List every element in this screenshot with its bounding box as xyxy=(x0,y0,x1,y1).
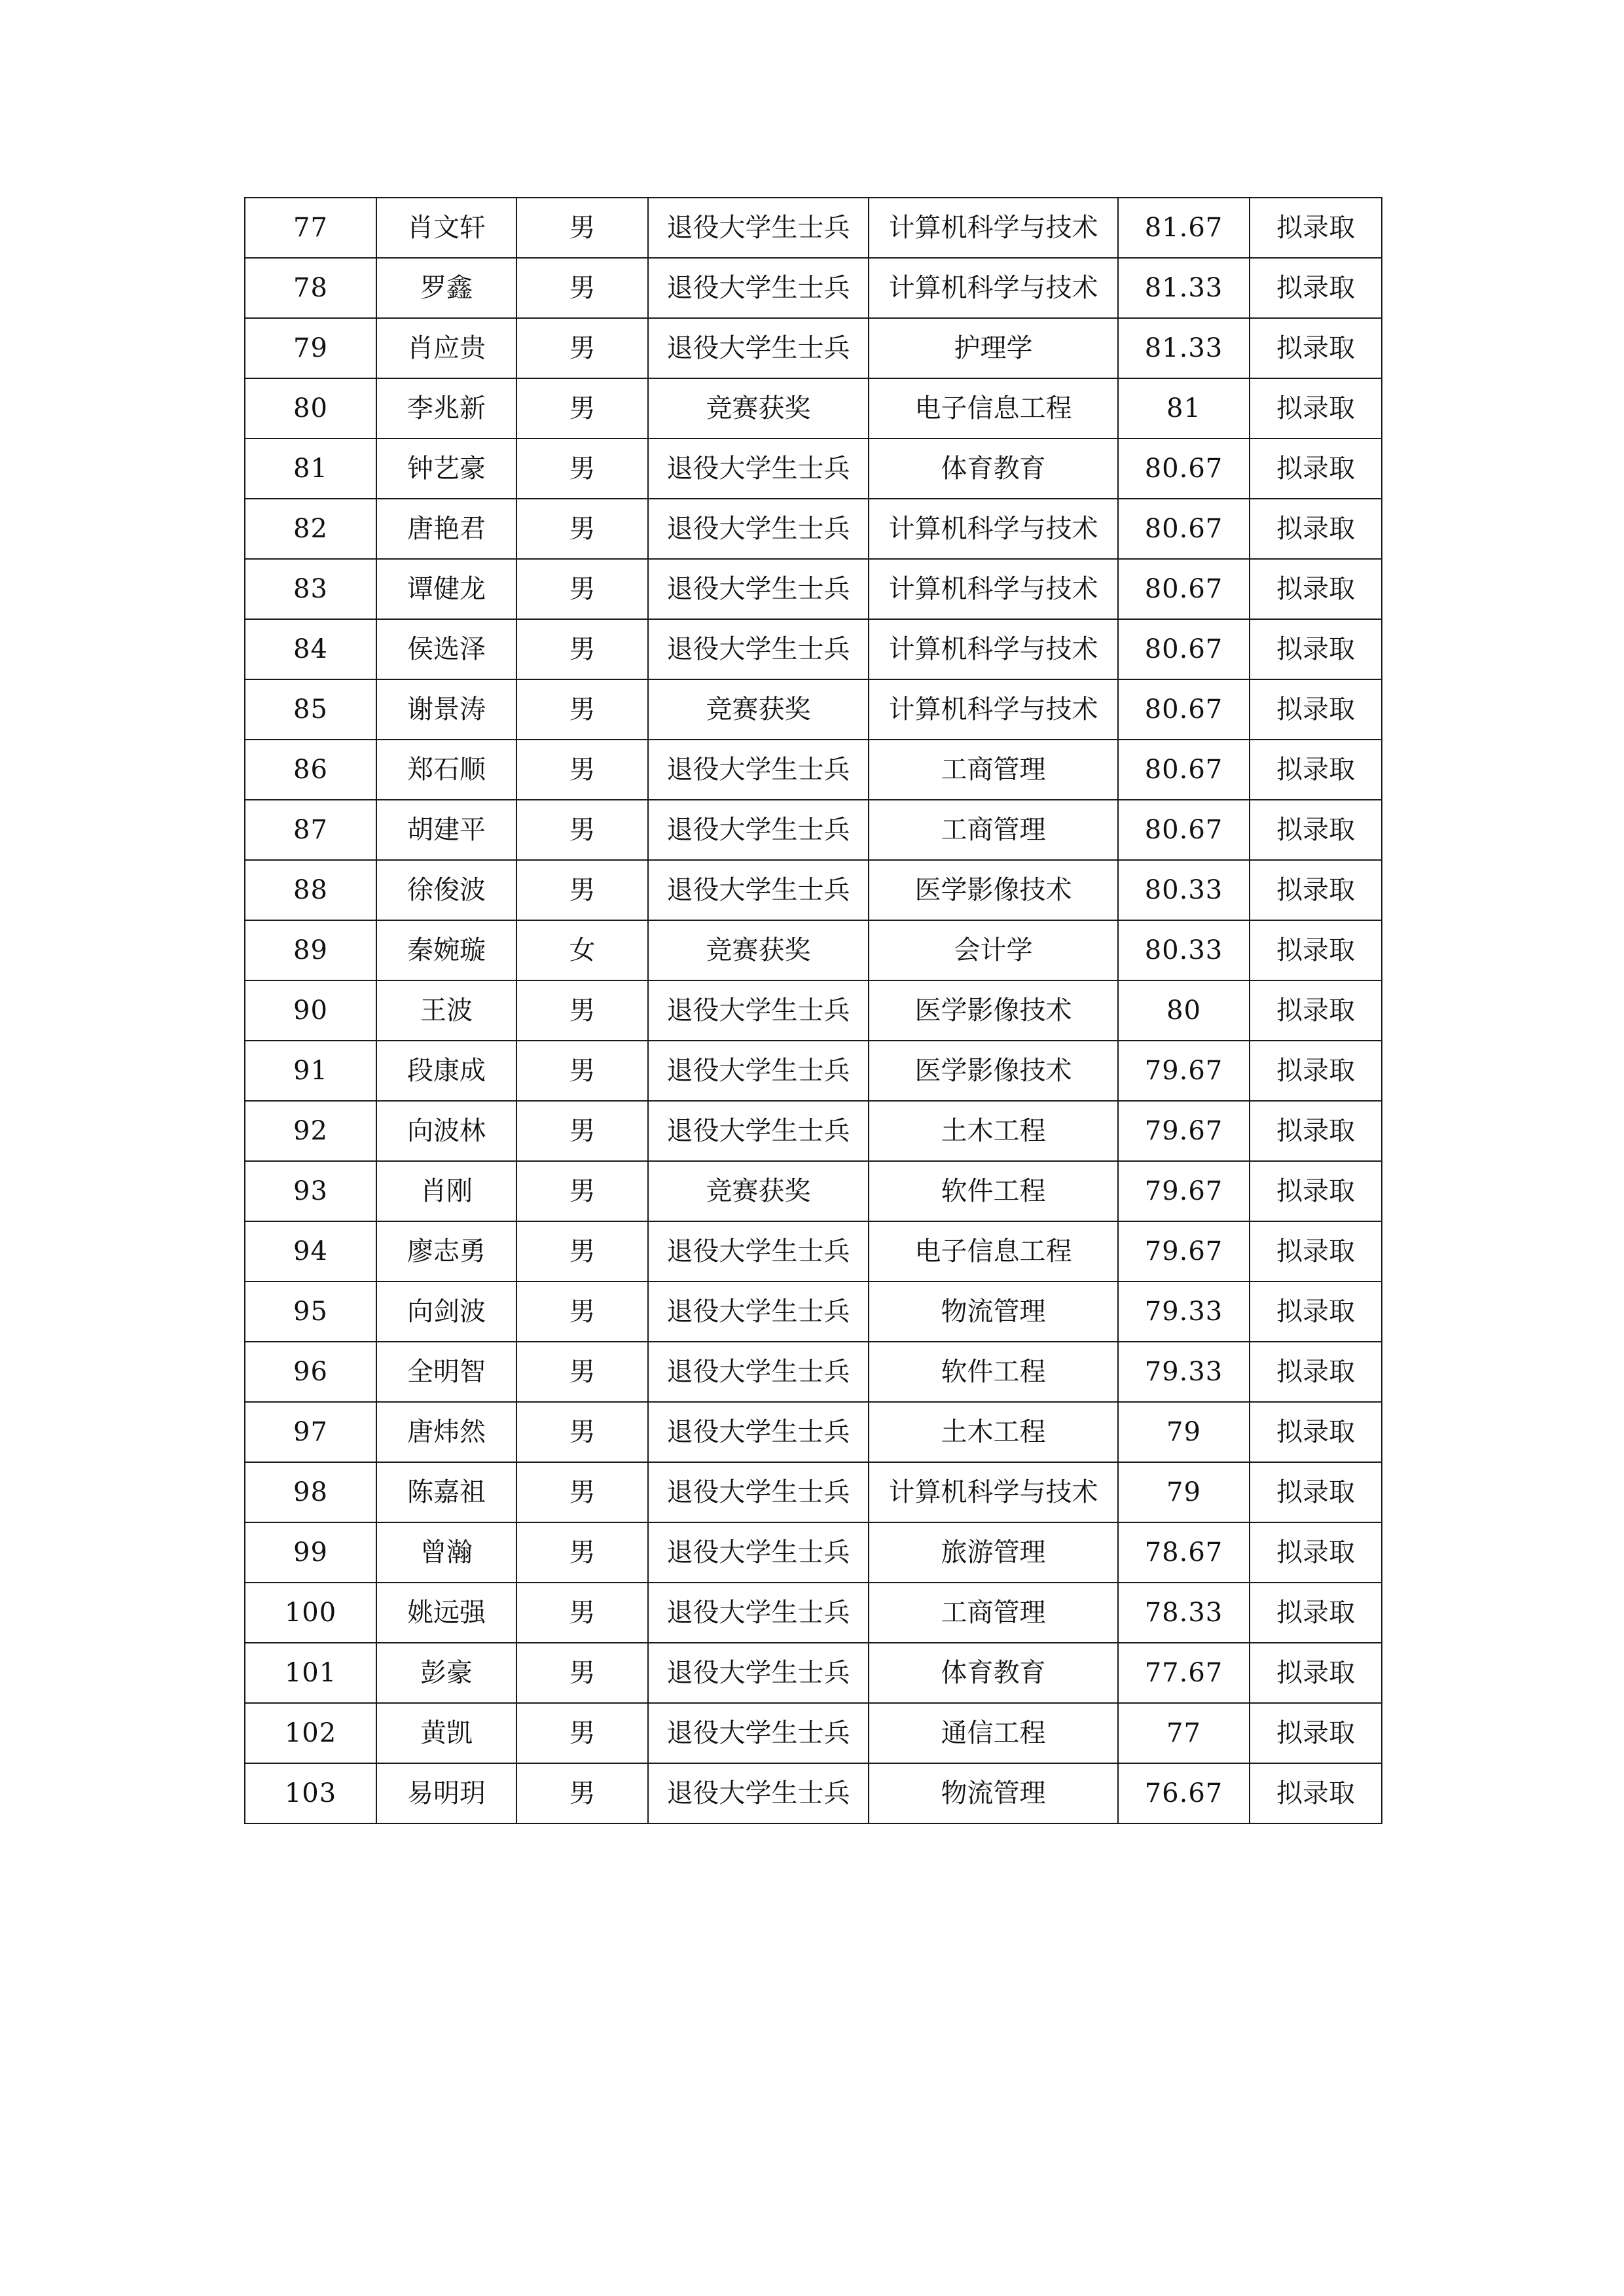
cell-score: 76.67 xyxy=(1118,1763,1250,1823)
cell-major: 计算机科学与技术 xyxy=(869,619,1118,679)
cell-score: 79.33 xyxy=(1118,1342,1250,1402)
cell-status: 拟录取 xyxy=(1250,800,1382,860)
cell-score: 80.67 xyxy=(1118,499,1250,559)
cell-score: 81 xyxy=(1118,378,1250,439)
cell-status: 拟录取 xyxy=(1250,258,1382,318)
cell-number: 80 xyxy=(245,378,376,439)
cell-name: 向波林 xyxy=(376,1101,516,1161)
cell-status: 拟录取 xyxy=(1250,980,1382,1041)
cell-number: 95 xyxy=(245,1282,376,1342)
cell-score: 80.67 xyxy=(1118,740,1250,800)
cell-number: 103 xyxy=(245,1763,376,1823)
cell-name: 唐炜然 xyxy=(376,1402,516,1462)
table-row xyxy=(245,439,1382,499)
cell-number: 101 xyxy=(245,1643,376,1703)
cell-gender: 男 xyxy=(516,1161,648,1221)
cell-score: 79.67 xyxy=(1118,1161,1250,1221)
cell-major: 护理学 xyxy=(869,318,1118,378)
cell-category: 退役大学生士兵 xyxy=(648,1522,869,1583)
cell-status: 拟录取 xyxy=(1250,1282,1382,1342)
cell-major: 工商管理 xyxy=(869,740,1118,800)
cell-category: 退役大学生士兵 xyxy=(648,980,869,1041)
cell-name: 全明智 xyxy=(376,1342,516,1402)
cell-major: 医学影像技术 xyxy=(869,1041,1118,1101)
cell-status: 拟录取 xyxy=(1250,1402,1382,1462)
cell-name: 肖刚 xyxy=(376,1161,516,1221)
cell-major: 土木工程 xyxy=(869,1101,1118,1161)
cell-status: 拟录取 xyxy=(1250,559,1382,619)
cell-number: 102 xyxy=(245,1703,376,1763)
cell-gender: 男 xyxy=(516,1643,648,1703)
cell-status: 拟录取 xyxy=(1250,1342,1382,1402)
cell-score: 81.33 xyxy=(1118,318,1250,378)
table-row xyxy=(245,1282,1382,1342)
cell-score: 81.33 xyxy=(1118,258,1250,318)
cell-major: 软件工程 xyxy=(869,1342,1118,1402)
cell-score: 79.67 xyxy=(1118,1041,1250,1101)
cell-gender: 男 xyxy=(516,980,648,1041)
cell-score: 79.33 xyxy=(1118,1282,1250,1342)
cell-major: 通信工程 xyxy=(869,1703,1118,1763)
cell-name: 郑石顺 xyxy=(376,740,516,800)
cell-status: 拟录取 xyxy=(1250,920,1382,980)
cell-major: 电子信息工程 xyxy=(869,378,1118,439)
cell-name: 廖志勇 xyxy=(376,1221,516,1282)
table-row xyxy=(245,1643,1382,1703)
table-row xyxy=(245,1462,1382,1522)
cell-name: 黄凯 xyxy=(376,1703,516,1763)
cell-name: 段康成 xyxy=(376,1041,516,1101)
table-row xyxy=(245,198,1382,258)
cell-name: 肖应贵 xyxy=(376,318,516,378)
cell-major: 计算机科学与技术 xyxy=(869,499,1118,559)
cell-major: 计算机科学与技术 xyxy=(869,559,1118,619)
cell-major: 计算机科学与技术 xyxy=(869,258,1118,318)
cell-gender: 男 xyxy=(516,1522,648,1583)
cell-score: 79 xyxy=(1118,1402,1250,1462)
cell-major: 计算机科学与技术 xyxy=(869,1462,1118,1522)
cell-number: 97 xyxy=(245,1402,376,1462)
cell-name: 陈嘉祖 xyxy=(376,1462,516,1522)
cell-number: 77 xyxy=(245,198,376,258)
table-row xyxy=(245,619,1382,679)
cell-category: 退役大学生士兵 xyxy=(648,439,869,499)
cell-category: 退役大学生士兵 xyxy=(648,1342,869,1402)
cell-gender: 男 xyxy=(516,679,648,740)
cell-category: 退役大学生士兵 xyxy=(648,1402,869,1462)
table-row xyxy=(245,1342,1382,1402)
cell-number: 87 xyxy=(245,800,376,860)
cell-category: 退役大学生士兵 xyxy=(648,800,869,860)
cell-category: 退役大学生士兵 xyxy=(648,198,869,258)
cell-score: 78.67 xyxy=(1118,1522,1250,1583)
cell-category: 退役大学生士兵 xyxy=(648,1583,869,1643)
cell-status: 拟录取 xyxy=(1250,318,1382,378)
table-row xyxy=(245,800,1382,860)
cell-major: 计算机科学与技术 xyxy=(869,198,1118,258)
table-row xyxy=(245,559,1382,619)
cell-gender: 男 xyxy=(516,439,648,499)
cell-major: 医学影像技术 xyxy=(869,980,1118,1041)
cell-score: 77.67 xyxy=(1118,1643,1250,1703)
table-row xyxy=(245,318,1382,378)
cell-category: 退役大学生士兵 xyxy=(648,318,869,378)
cell-status: 拟录取 xyxy=(1250,1462,1382,1522)
cell-major: 电子信息工程 xyxy=(869,1221,1118,1282)
cell-category: 退役大学生士兵 xyxy=(648,1462,869,1522)
cell-major: 物流管理 xyxy=(869,1282,1118,1342)
cell-number: 98 xyxy=(245,1462,376,1522)
cell-status: 拟录取 xyxy=(1250,499,1382,559)
cell-category: 退役大学生士兵 xyxy=(648,258,869,318)
cell-number: 85 xyxy=(245,679,376,740)
cell-name: 徐俊波 xyxy=(376,860,516,920)
cell-name: 秦婉璇 xyxy=(376,920,516,980)
cell-gender: 男 xyxy=(516,559,648,619)
table-row xyxy=(245,258,1382,318)
cell-major: 医学影像技术 xyxy=(869,860,1118,920)
cell-category: 退役大学生士兵 xyxy=(648,1703,869,1763)
cell-gender: 男 xyxy=(516,1282,648,1342)
table-row xyxy=(245,1402,1382,1462)
cell-gender: 女 xyxy=(516,920,648,980)
cell-number: 91 xyxy=(245,1041,376,1101)
cell-status: 拟录取 xyxy=(1250,198,1382,258)
cell-score: 80.67 xyxy=(1118,800,1250,860)
cell-status: 拟录取 xyxy=(1250,1643,1382,1703)
cell-gender: 男 xyxy=(516,800,648,860)
admission-list-table xyxy=(244,197,1382,1824)
cell-category: 退役大学生士兵 xyxy=(648,1101,869,1161)
cell-number: 86 xyxy=(245,740,376,800)
table-body xyxy=(245,198,1382,1823)
cell-number: 88 xyxy=(245,860,376,920)
cell-major: 体育教育 xyxy=(869,1643,1118,1703)
cell-major: 工商管理 xyxy=(869,1583,1118,1643)
cell-major: 物流管理 xyxy=(869,1763,1118,1823)
table-row xyxy=(245,740,1382,800)
cell-name: 唐艳君 xyxy=(376,499,516,559)
cell-category: 退役大学生士兵 xyxy=(648,1763,869,1823)
cell-status: 拟录取 xyxy=(1250,740,1382,800)
table-row xyxy=(245,1583,1382,1643)
cell-status: 拟录取 xyxy=(1250,1221,1382,1282)
cell-gender: 男 xyxy=(516,499,648,559)
cell-number: 81 xyxy=(245,439,376,499)
cell-status: 拟录取 xyxy=(1250,619,1382,679)
cell-score: 80.67 xyxy=(1118,439,1250,499)
cell-gender: 男 xyxy=(516,740,648,800)
cell-status: 拟录取 xyxy=(1250,679,1382,740)
cell-category: 竞赛获奖 xyxy=(648,1161,869,1221)
table-row xyxy=(245,1161,1382,1221)
cell-gender: 男 xyxy=(516,619,648,679)
cell-score: 80.33 xyxy=(1118,860,1250,920)
cell-status: 拟录取 xyxy=(1250,378,1382,439)
cell-number: 93 xyxy=(245,1161,376,1221)
cell-number: 99 xyxy=(245,1522,376,1583)
table-row xyxy=(245,1101,1382,1161)
table-row xyxy=(245,860,1382,920)
cell-category: 退役大学生士兵 xyxy=(648,1041,869,1101)
cell-status: 拟录取 xyxy=(1250,1703,1382,1763)
table-row xyxy=(245,1703,1382,1763)
cell-gender: 男 xyxy=(516,1462,648,1522)
table-row xyxy=(245,1522,1382,1583)
cell-name: 罗鑫 xyxy=(376,258,516,318)
cell-name: 姚远强 xyxy=(376,1583,516,1643)
cell-score: 80.33 xyxy=(1118,920,1250,980)
cell-score: 79 xyxy=(1118,1462,1250,1522)
cell-name: 胡建平 xyxy=(376,800,516,860)
table-row xyxy=(245,499,1382,559)
cell-category: 竞赛获奖 xyxy=(648,679,869,740)
cell-score: 78.33 xyxy=(1118,1583,1250,1643)
cell-major: 体育教育 xyxy=(869,439,1118,499)
table-row xyxy=(245,920,1382,980)
table-row xyxy=(245,980,1382,1041)
cell-number: 89 xyxy=(245,920,376,980)
cell-name: 钟艺豪 xyxy=(376,439,516,499)
cell-category: 退役大学生士兵 xyxy=(648,860,869,920)
cell-gender: 男 xyxy=(516,1763,648,1823)
cell-name: 肖文轩 xyxy=(376,198,516,258)
cell-name: 侯选泽 xyxy=(376,619,516,679)
cell-number: 79 xyxy=(245,318,376,378)
cell-name: 易明玥 xyxy=(376,1763,516,1823)
cell-score: 80 xyxy=(1118,980,1250,1041)
cell-status: 拟录取 xyxy=(1250,1041,1382,1101)
cell-name: 王波 xyxy=(376,980,516,1041)
table-row xyxy=(245,1221,1382,1282)
cell-number: 92 xyxy=(245,1101,376,1161)
cell-category: 退役大学生士兵 xyxy=(648,619,869,679)
cell-number: 83 xyxy=(245,559,376,619)
cell-gender: 男 xyxy=(516,1703,648,1763)
cell-status: 拟录取 xyxy=(1250,1101,1382,1161)
cell-major: 土木工程 xyxy=(869,1402,1118,1462)
cell-score: 80.67 xyxy=(1118,559,1250,619)
cell-gender: 男 xyxy=(516,318,648,378)
cell-category: 退役大学生士兵 xyxy=(648,1643,869,1703)
cell-gender: 男 xyxy=(516,1101,648,1161)
cell-status: 拟录取 xyxy=(1250,439,1382,499)
cell-score: 80.67 xyxy=(1118,679,1250,740)
cell-name: 彭豪 xyxy=(376,1643,516,1703)
cell-score: 81.67 xyxy=(1118,198,1250,258)
cell-gender: 男 xyxy=(516,1342,648,1402)
cell-score: 79.67 xyxy=(1118,1101,1250,1161)
cell-major: 会计学 xyxy=(869,920,1118,980)
cell-gender: 男 xyxy=(516,198,648,258)
cell-category: 竞赛获奖 xyxy=(648,378,869,439)
cell-score: 77 xyxy=(1118,1703,1250,1763)
cell-number: 94 xyxy=(245,1221,376,1282)
cell-number: 82 xyxy=(245,499,376,559)
cell-category: 退役大学生士兵 xyxy=(648,499,869,559)
cell-number: 100 xyxy=(245,1583,376,1643)
cell-number: 84 xyxy=(245,619,376,679)
cell-score: 79.67 xyxy=(1118,1221,1250,1282)
cell-gender: 男 xyxy=(516,1221,648,1282)
cell-major: 旅游管理 xyxy=(869,1522,1118,1583)
cell-name: 谢景涛 xyxy=(376,679,516,740)
cell-category: 退役大学生士兵 xyxy=(648,740,869,800)
cell-score: 80.67 xyxy=(1118,619,1250,679)
cell-gender: 男 xyxy=(516,1041,648,1101)
cell-status: 拟录取 xyxy=(1250,1763,1382,1823)
cell-number: 78 xyxy=(245,258,376,318)
cell-name: 曾瀚 xyxy=(376,1522,516,1583)
cell-major: 软件工程 xyxy=(869,1161,1118,1221)
cell-gender: 男 xyxy=(516,1583,648,1643)
cell-major: 计算机科学与技术 xyxy=(869,679,1118,740)
table-row xyxy=(245,1041,1382,1101)
cell-status: 拟录取 xyxy=(1250,1161,1382,1221)
cell-status: 拟录取 xyxy=(1250,1522,1382,1583)
cell-name: 谭健龙 xyxy=(376,559,516,619)
cell-number: 90 xyxy=(245,980,376,1041)
cell-category: 退役大学生士兵 xyxy=(648,559,869,619)
cell-major: 工商管理 xyxy=(869,800,1118,860)
cell-gender: 男 xyxy=(516,258,648,318)
cell-category: 退役大学生士兵 xyxy=(648,1282,869,1342)
cell-category: 退役大学生士兵 xyxy=(648,1221,869,1282)
cell-category: 竞赛获奖 xyxy=(648,920,869,980)
table-row xyxy=(245,378,1382,439)
cell-name: 李兆新 xyxy=(376,378,516,439)
cell-status: 拟录取 xyxy=(1250,1583,1382,1643)
table-row xyxy=(245,1763,1382,1823)
table-row xyxy=(245,679,1382,740)
cell-gender: 男 xyxy=(516,860,648,920)
cell-gender: 男 xyxy=(516,1402,648,1462)
cell-gender: 男 xyxy=(516,378,648,439)
cell-status: 拟录取 xyxy=(1250,860,1382,920)
cell-name: 向剑波 xyxy=(376,1282,516,1342)
cell-number: 96 xyxy=(245,1342,376,1402)
